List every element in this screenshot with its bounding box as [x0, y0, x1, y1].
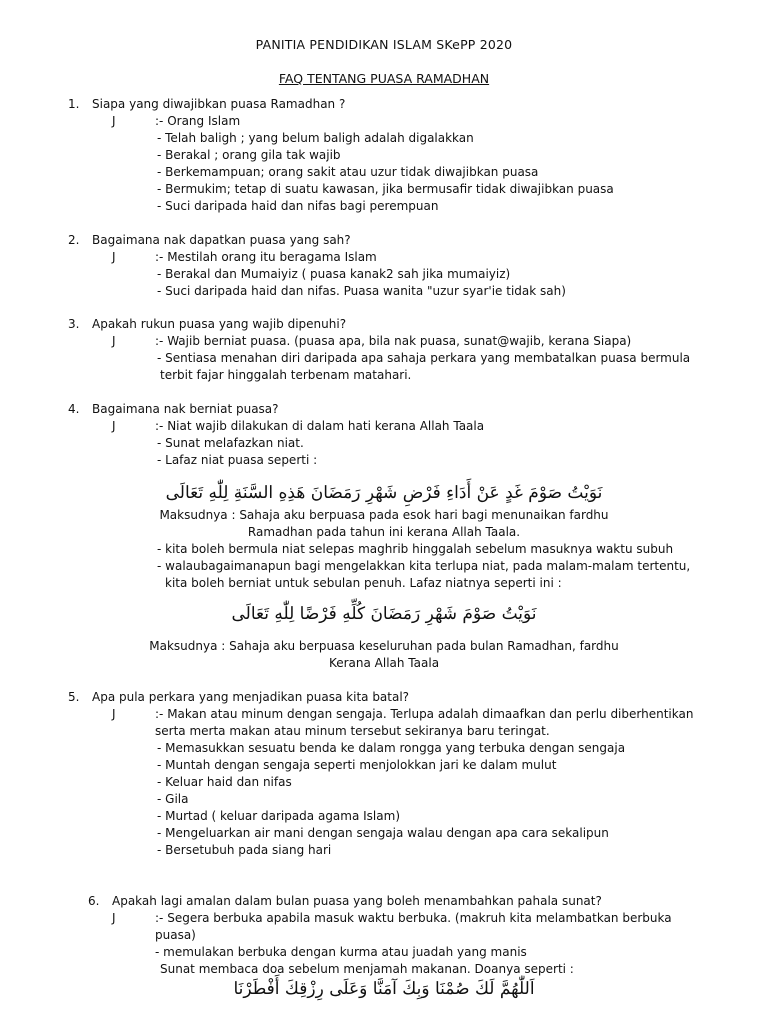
list-item-continuation: kita boleh berniat untuk sebulan penuh. Lafaz niatnya seperti ini :: [165, 576, 562, 590]
list-item: - Muntah dengan sengaja seperti menjolokkan jari ke dalam mulut: [157, 758, 557, 772]
question-text: Apakah rukun puasa yang wajib dipenuhi?: [92, 317, 347, 331]
meaning-line: Ramadhan pada tahun ini kerana Allah Taala.: [247, 525, 521, 539]
list-item-continuation: puasa): [155, 928, 196, 942]
meaning-line: Maksudnya : Sahaja aku berpuasa keseluruhan pada bulan Ramadhan, fardhu: [149, 639, 619, 653]
list-item: - Berkemampuan; orang sakit atau uzur tidak diwajibkan puasa: [157, 165, 539, 179]
list-item: Sunat membaca doa sebelum menjamah makanan. Doanya seperti :: [160, 962, 574, 976]
list-item: - Lafaz niat puasa seperti :: [157, 453, 318, 467]
list-item: - Berakal ; orang gila tak wajib: [157, 148, 341, 162]
faq-question-5: [0, 689, 768, 859]
page-subtitle: FAQ TENTANG PUASA RAMADHAN: [278, 71, 490, 86]
question-text: Bagaimana nak dapatkan puasa yang sah?: [92, 233, 351, 247]
arabic-doa-berbuka: اَللّٰهُمَّ لَكَ صُمْنَا وَبِكَ آمَنَّا وَعَلَى رِزْقِكَ أَفْطَرْنَا: [233, 979, 535, 999]
list-item: - Murtad ( keluar daripada agama Islam): [157, 809, 400, 823]
answer-first-line: :- Mestilah orang itu beragama Islam: [155, 250, 377, 264]
faq-question-6: [0, 893, 768, 1000]
question-number: 4.: [68, 402, 80, 416]
answer-first-line: :- Orang Islam: [155, 114, 241, 128]
list-item: - Suci daripada haid dan nifas. Puasa wanita "uzur syar'ie tidak sah): [157, 284, 566, 298]
list-item: - Telah baligh ; yang belum baligh adalah digalakkan: [157, 131, 474, 145]
faq-question-4: [0, 401, 768, 672]
answer-first-line: :- Segera berbuka apabila masuk waktu berbuka. (makruh kita melambatkan berbuka: [155, 911, 672, 925]
list-item: - Sunat melafazkan niat.: [157, 436, 304, 450]
list-item: - walaubagaimanapun bagi mengelakkan kita terlupa niat, pada malam-malam tertentu,: [157, 559, 691, 573]
meaning-line: Kerana Allah Taala: [328, 656, 440, 670]
list-item: - Memasukkan sesuatu benda ke dalam rongga yang terbuka dengan sengaja: [157, 741, 626, 755]
list-item: - Bermukim; tetap di suatu kawasan, jika bermusafir tidak diwajibkan puasa: [157, 182, 614, 196]
list-item: - Gila: [157, 792, 189, 806]
faq-question-1: [0, 96, 768, 215]
question-text: Siapa yang diwajibkan puasa Ramadhan ?: [92, 97, 346, 111]
list-item: - Mengeluarkan air mani dengan sengaja walau dengan apa cara sekalipun: [157, 826, 609, 840]
list-item-continuation: terbit fajar hinggalah terbenam matahari.: [160, 368, 412, 382]
page-title: PANITIA PENDIDIKAN ISLAM SKePP 2020: [255, 37, 513, 52]
answer-label: J: [112, 334, 116, 348]
faq-question-3: [0, 316, 768, 384]
list-item: - Keluar haid dan nifas: [157, 775, 292, 789]
list-item: - Bersetubuh pada siang hari: [157, 843, 332, 857]
answer-label: J: [112, 707, 116, 721]
answer-first-line: :- Wajib berniat puasa. (puasa apa, bila nak puasa, sunat@wajib, kerana Siapa): [155, 334, 632, 348]
list-item: - memulakan berbuka dengan kurma atau juadah yang manis: [155, 945, 527, 959]
question-number: 3.: [68, 317, 80, 331]
answer-label: J: [112, 250, 116, 264]
list-item: - Suci daripada haid dan nifas bagi perempuan: [157, 199, 439, 213]
faq-question-2: [0, 232, 768, 300]
question-text: Bagaimana nak berniat puasa?: [92, 402, 279, 416]
answer-label: J: [112, 419, 116, 433]
answer-label: J: [112, 911, 116, 925]
question-number: 2.: [68, 233, 80, 247]
answer-label: J: [112, 114, 116, 128]
question-number: 1.: [68, 97, 80, 111]
question-text: Apakah lagi amalan dalam bulan puasa yang boleh menambahkan pahala sunat?: [112, 894, 602, 908]
answer-first-line: :- Makan atau minum dengan sengaja. Terlupa adalah dimaafkan dan perlu diberhentikan: [155, 707, 694, 721]
list-item: - Sentiasa menahan diri daripada apa sahaja perkara yang membatalkan puasa bermula: [157, 351, 691, 365]
meaning-line: Maksudnya : Sahaja aku berpuasa pada esok hari bagi menunaikan fardhu: [159, 508, 609, 522]
question-number: 5.: [68, 690, 80, 704]
answer-first-line: :- Niat wajib dilakukan di dalam hati kerana Allah Taala: [155, 419, 485, 433]
question-text: Apa pula perkara yang menjadikan puasa kita batal?: [92, 690, 410, 704]
arabic-niat-monthly: نَوَيْتُ صَوْمَ شَهْرِ رَمَضَانَ كُلِّهِ فَرْضًا لِلّٰهِ تَعَالَى: [231, 604, 537, 624]
list-item: - kita boleh bermula niat selepas maghrib hinggalah sebelum masuknya waktu subuh: [157, 542, 674, 556]
question-number: 6.: [88, 894, 100, 908]
arabic-niat-daily: نَوَيْتُ صَوْمَ غَدٍ عَنْ أَدَاءِ فَرْضِ شَهْرِ رَمَضَانَ هَذِهِ السَّنَةِ لِلّٰهِ تَعَالَى: [165, 483, 603, 503]
list-item-continuation: serta merta makan atau minum tersebut sekiranya baru teringat.: [155, 724, 550, 738]
list-item: - Berakal dan Mumaiyiz ( puasa kanak2 sah jika mumaiyiz): [157, 267, 511, 281]
